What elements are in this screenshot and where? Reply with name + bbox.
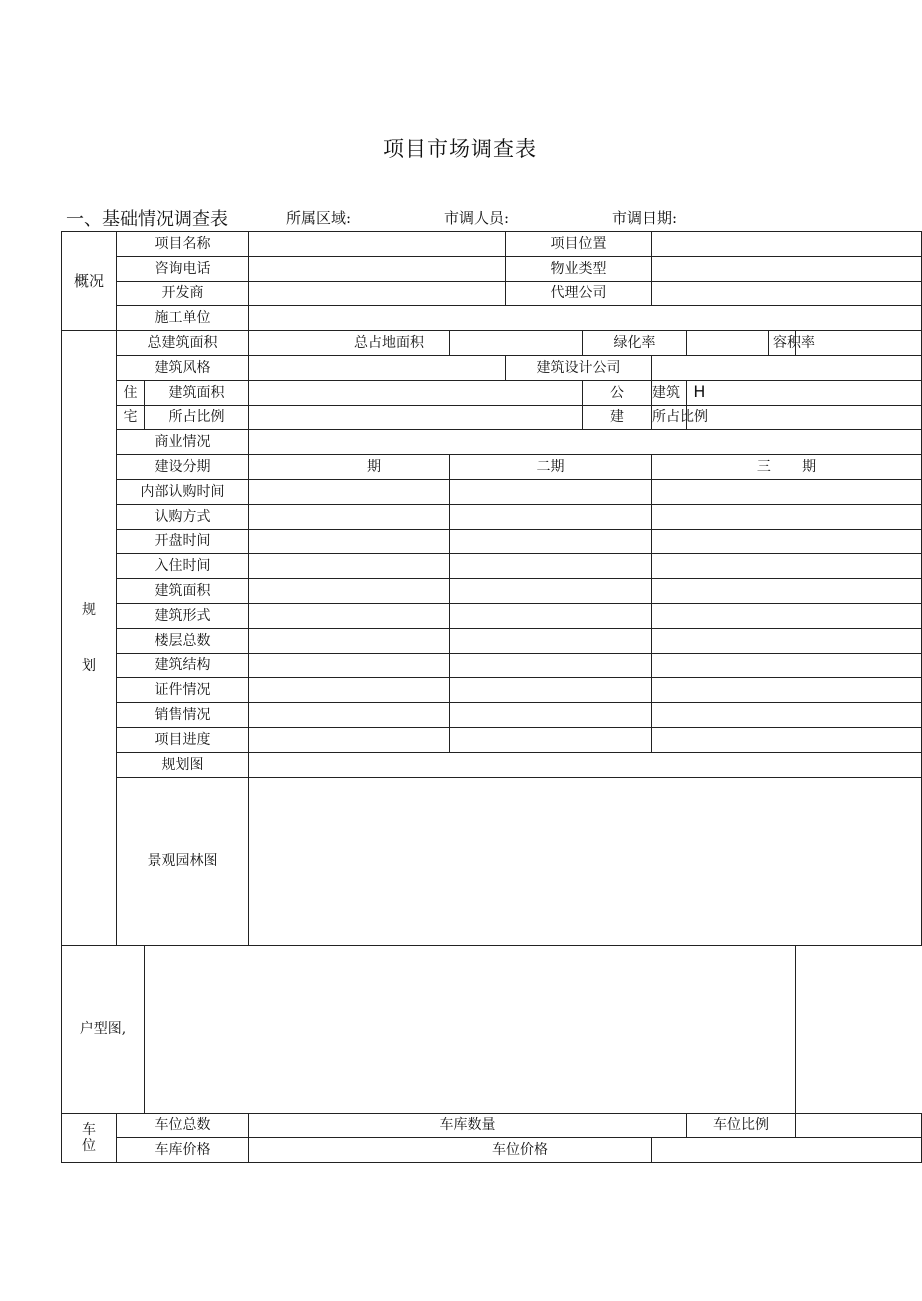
pub-proportion-value[interactable] (687, 405, 922, 430)
phase1-cell[interactable] (249, 504, 450, 529)
project-location-label: 项目位置 (506, 232, 652, 257)
space-price-label: 车位价格 (249, 1138, 652, 1163)
pub-building-area-value[interactable] (687, 380, 922, 405)
space-ratio-value[interactable] (796, 1113, 922, 1138)
floor-plan-area[interactable] (145, 945, 796, 1113)
phase3-cell[interactable] (652, 579, 922, 604)
garage-price-label: 车库价格 (117, 1138, 249, 1163)
surveyor-label: 市调人员: (444, 209, 510, 227)
phase2-cell[interactable] (450, 727, 652, 752)
total-land-area-label: 总占地面积 (249, 331, 450, 356)
row-label: 楼层总数 (117, 628, 249, 653)
pub-proportion-label: 所占比例 (652, 405, 687, 430)
developer-value[interactable] (249, 281, 506, 306)
phase1-label: 期 (249, 455, 450, 480)
planning-label-bottom: 划 (82, 657, 96, 674)
res-proportion-value[interactable] (249, 405, 583, 430)
consult-phone-label: 咨询电话 (117, 256, 249, 281)
phase3-cell[interactable] (652, 653, 922, 678)
section-heading: 一、基础情况调查表 (66, 209, 228, 230)
residential-label-bottom: 宅 (117, 405, 145, 430)
total-building-area-label: 总建筑面积 (117, 331, 249, 356)
phase2-cell[interactable] (450, 653, 652, 678)
consult-phone-value[interactable] (249, 256, 506, 281)
constructor-label: 施工单位 (117, 306, 249, 331)
project-location-value[interactable] (652, 232, 922, 257)
phase3-cell[interactable] (652, 628, 922, 653)
parking-label-top: 车 (82, 1121, 96, 1138)
row-label: 销售情况 (117, 703, 249, 728)
row-label: 内部认购时间 (117, 479, 249, 504)
phase3-label-b: 期 (802, 459, 817, 476)
phase3-label (652, 455, 922, 480)
project-name-value[interactable] (249, 232, 506, 257)
phase1-cell[interactable] (249, 603, 450, 628)
design-company-value[interactable] (652, 355, 922, 380)
phase2-cell[interactable] (450, 554, 652, 579)
phase2-cell[interactable] (450, 479, 652, 504)
architecture-style-label: 建筑风格 (117, 355, 249, 380)
space-price-value[interactable] (652, 1138, 922, 1163)
agency-value[interactable] (652, 281, 922, 306)
phase3-cell[interactable] (652, 529, 922, 554)
page-title: 项目市场调查表 (383, 137, 537, 161)
phase2-cell[interactable] (450, 529, 652, 554)
overview-section-label: 概况 (62, 232, 117, 331)
phase2-cell[interactable] (450, 703, 652, 728)
phase2-cell[interactable] (450, 504, 652, 529)
survey-table (61, 231, 922, 1163)
commercial-value[interactable] (249, 430, 922, 455)
phase3-cell[interactable] (652, 554, 922, 579)
plot-ratio-label: 容积率 (769, 331, 796, 356)
public-label-bottom: 建 (583, 405, 652, 430)
res-building-area-label: 建筑面积 (145, 380, 249, 405)
phase1-cell[interactable] (249, 727, 450, 752)
row-label: 建筑形式 (117, 603, 249, 628)
commercial-label: 商业情况 (117, 430, 249, 455)
public-label-top: 公 (583, 380, 652, 405)
agency-label: 代理公司 (506, 281, 652, 306)
pub-building-mark: H (693, 382, 706, 402)
green-rate-value[interactable] (687, 331, 769, 356)
landscape-label: 景观园林图 (117, 777, 249, 945)
phase3-cell[interactable] (652, 479, 922, 504)
residential-label-top: 住 (117, 380, 145, 405)
row-label: 项目进度 (117, 727, 249, 752)
phase2-cell[interactable] (450, 678, 652, 703)
region-label: 所属区域: (286, 209, 352, 227)
phase3-cell[interactable] (652, 678, 922, 703)
garage-count-label: 车库数量 (249, 1113, 687, 1138)
phases-label: 建设分期 (117, 455, 249, 480)
phase1-cell[interactable] (249, 653, 450, 678)
developer-label: 开发商 (117, 281, 249, 306)
phase1-cell[interactable] (249, 703, 450, 728)
green-rate-label: 绿化率 (583, 331, 687, 356)
row-label: 证件情况 (117, 678, 249, 703)
phase1-cell[interactable] (249, 554, 450, 579)
site-plan-label: 规划图 (117, 752, 249, 777)
phase2-label: 二期 (450, 455, 652, 480)
space-ratio-label: 车位比例 (687, 1113, 796, 1138)
phase3-cell[interactable] (652, 703, 922, 728)
date-label: 市调日期: (612, 209, 678, 227)
res-proportion-label: 所占比例 (145, 405, 249, 430)
phase2-cell[interactable] (450, 579, 652, 604)
row-label: 建筑面积 (117, 579, 249, 604)
constructor-value[interactable] (249, 306, 922, 331)
phase3-cell[interactable] (652, 727, 922, 752)
phase3-label-a: 三 (756, 459, 771, 476)
parking-section-label (62, 1113, 117, 1163)
phase3-cell[interactable] (652, 603, 922, 628)
total-spaces-label: 车位总数 (117, 1113, 249, 1138)
planning-section-label (62, 331, 117, 945)
property-type-value[interactable] (652, 256, 922, 281)
row-label: 认购方式 (117, 504, 249, 529)
landscape-area[interactable] (249, 777, 922, 945)
parking-label-bottom: 位 (82, 1137, 96, 1154)
total-land-area-value[interactable] (450, 331, 583, 356)
phase1-cell[interactable] (249, 678, 450, 703)
pub-building-area-text: 建筑 (652, 385, 680, 402)
architecture-style-value[interactable] (249, 355, 506, 380)
design-company-label: 建筑设计公司 (506, 355, 652, 380)
project-name-label: 项目名称 (117, 232, 249, 257)
phase1-cell[interactable] (249, 579, 450, 604)
site-plan-value[interactable] (249, 752, 922, 777)
floor-plan-label: 户型图, (62, 945, 145, 1113)
row-label: 入住时间 (117, 554, 249, 579)
phase2-cell[interactable] (450, 603, 652, 628)
res-building-area-value[interactable] (249, 380, 583, 405)
phase1-cell[interactable] (249, 628, 450, 653)
row-label: 建筑结构 (117, 653, 249, 678)
property-type-label: 物业类型 (506, 256, 652, 281)
row-label: 开盘时间 (117, 529, 249, 554)
pub-building-area-label (652, 380, 706, 405)
phase3-cell[interactable] (652, 504, 922, 529)
phase1-cell[interactable] (249, 529, 450, 554)
phase2-cell[interactable] (450, 628, 652, 653)
planning-label-top: 规 (82, 601, 96, 618)
phase1-cell[interactable] (249, 479, 450, 504)
